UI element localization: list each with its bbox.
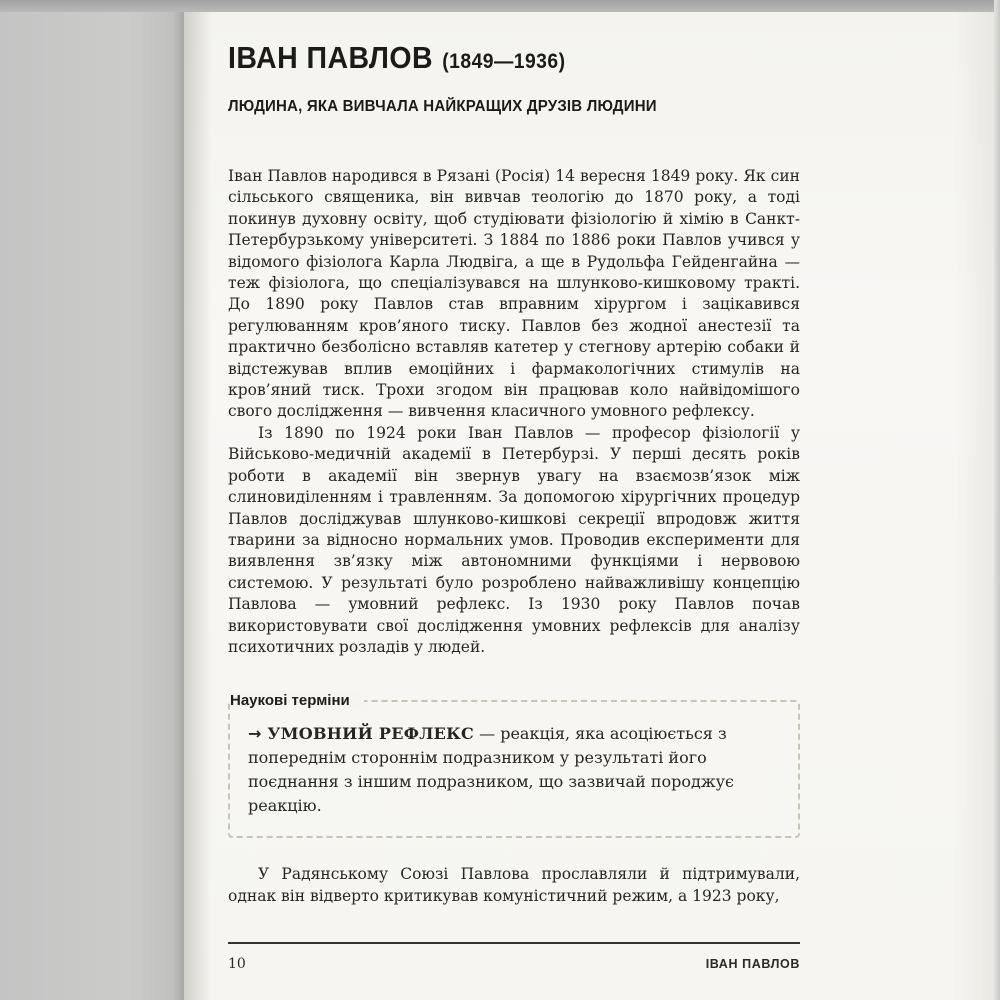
term-definition-box <box>228 700 800 838</box>
body-text <box>228 166 800 658</box>
chapter-title-name: ІВАН ПАВЛОВ <box>228 40 434 75</box>
page-number: 10 <box>228 956 246 972</box>
running-title: ІВАН ПАВЛОВ <box>705 957 800 971</box>
chapter-subtitle: ЛЮДИНА, ЯКА ВИВЧАЛА НАЙКРАЩИХ ДРУЗІВ ЛЮДИНИ <box>228 98 657 115</box>
paragraph-1: Іван Павлов народився в Рязані (Росія) 14 вересня 1849 року. Як син сільського священика, він вивчав теологію до 1870 року, а тоді покинув духовну освіту, щоб студіювати фізіологію й хімію в Санкт-Петербурзькому університеті. З 1884 по 1886 роки Павлов учився у відомого фізіолога Карла Людвіга, а ще в Рудольфа Гейденгайна — теж фізіолога, що спеціалізувався на шлунково-кишковому тракті. До 1890 року Павлов став вправним хірургом і зацікавився регулюванням кров’яного тиску. Павлов без жодної анестезії та практично безболісно вставляв катетер у стегнову артерію собаки й відстежував вплив емоційних і фармакологічних стимулів на кров’яний тиск. Трохи згодом він працював коло найвідомішого свого дослідження — вивчення класичного умовного рефлексу. <box>228 167 800 421</box>
scan-edge-top <box>0 0 1000 12</box>
scan-edge-right <box>994 0 1000 1000</box>
chapter-title-years: (1849—1936) <box>442 50 566 73</box>
arrow-icon: → <box>248 724 262 744</box>
page <box>184 12 994 1000</box>
body-text-continued <box>228 864 800 907</box>
paragraph-3: У Радянському Союзі Павлова прославляли й підтримували, однак він відверто критикував комуністичний режим, а 1923 року, <box>228 865 800 905</box>
page-footer <box>228 942 800 972</box>
footer-row <box>228 956 800 972</box>
science-terms-label: Наукові терміни <box>230 692 364 709</box>
science-terms-section <box>228 692 800 838</box>
page-content <box>228 38 800 907</box>
footer-rule <box>228 942 800 944</box>
term-definition <box>248 722 778 818</box>
term-name: УМОВНИЙ РЕФЛЕКС <box>267 724 475 744</box>
chapter-title <box>228 38 800 76</box>
paragraph-2: Із 1890 по 1924 роки Іван Павлов — професор фізіології у Військово-медичній академії в Петербурзі. У перші десять років роботи в академії він звернув увагу на взаємозв’язок між слиновиділенням і травленням. За допомогою хірургічних процедур Павлов досліджував шлунково-кишкові секреції впродовж життя тварини за відносно нормальних умов. Проводив експерименти для виявлення зв’язку між автономними функціями і нервовою системою. У результаті було розроблено найважливішу концепцію Павлова — умовний рефлекс. Із 1930 року Павлов почав використовувати свої дослідження умовних рефлексів для аналізу психотичних розладів у людей. <box>228 423 800 656</box>
scan-edge-left <box>0 0 184 1000</box>
term-definition-text: — реакція, яка асоціюється з попереднім стороннім подразником у результаті його поєднання з іншим подразником, що зазвичай породжує реакцію. <box>248 724 734 816</box>
chapter-title-inner <box>228 39 565 76</box>
